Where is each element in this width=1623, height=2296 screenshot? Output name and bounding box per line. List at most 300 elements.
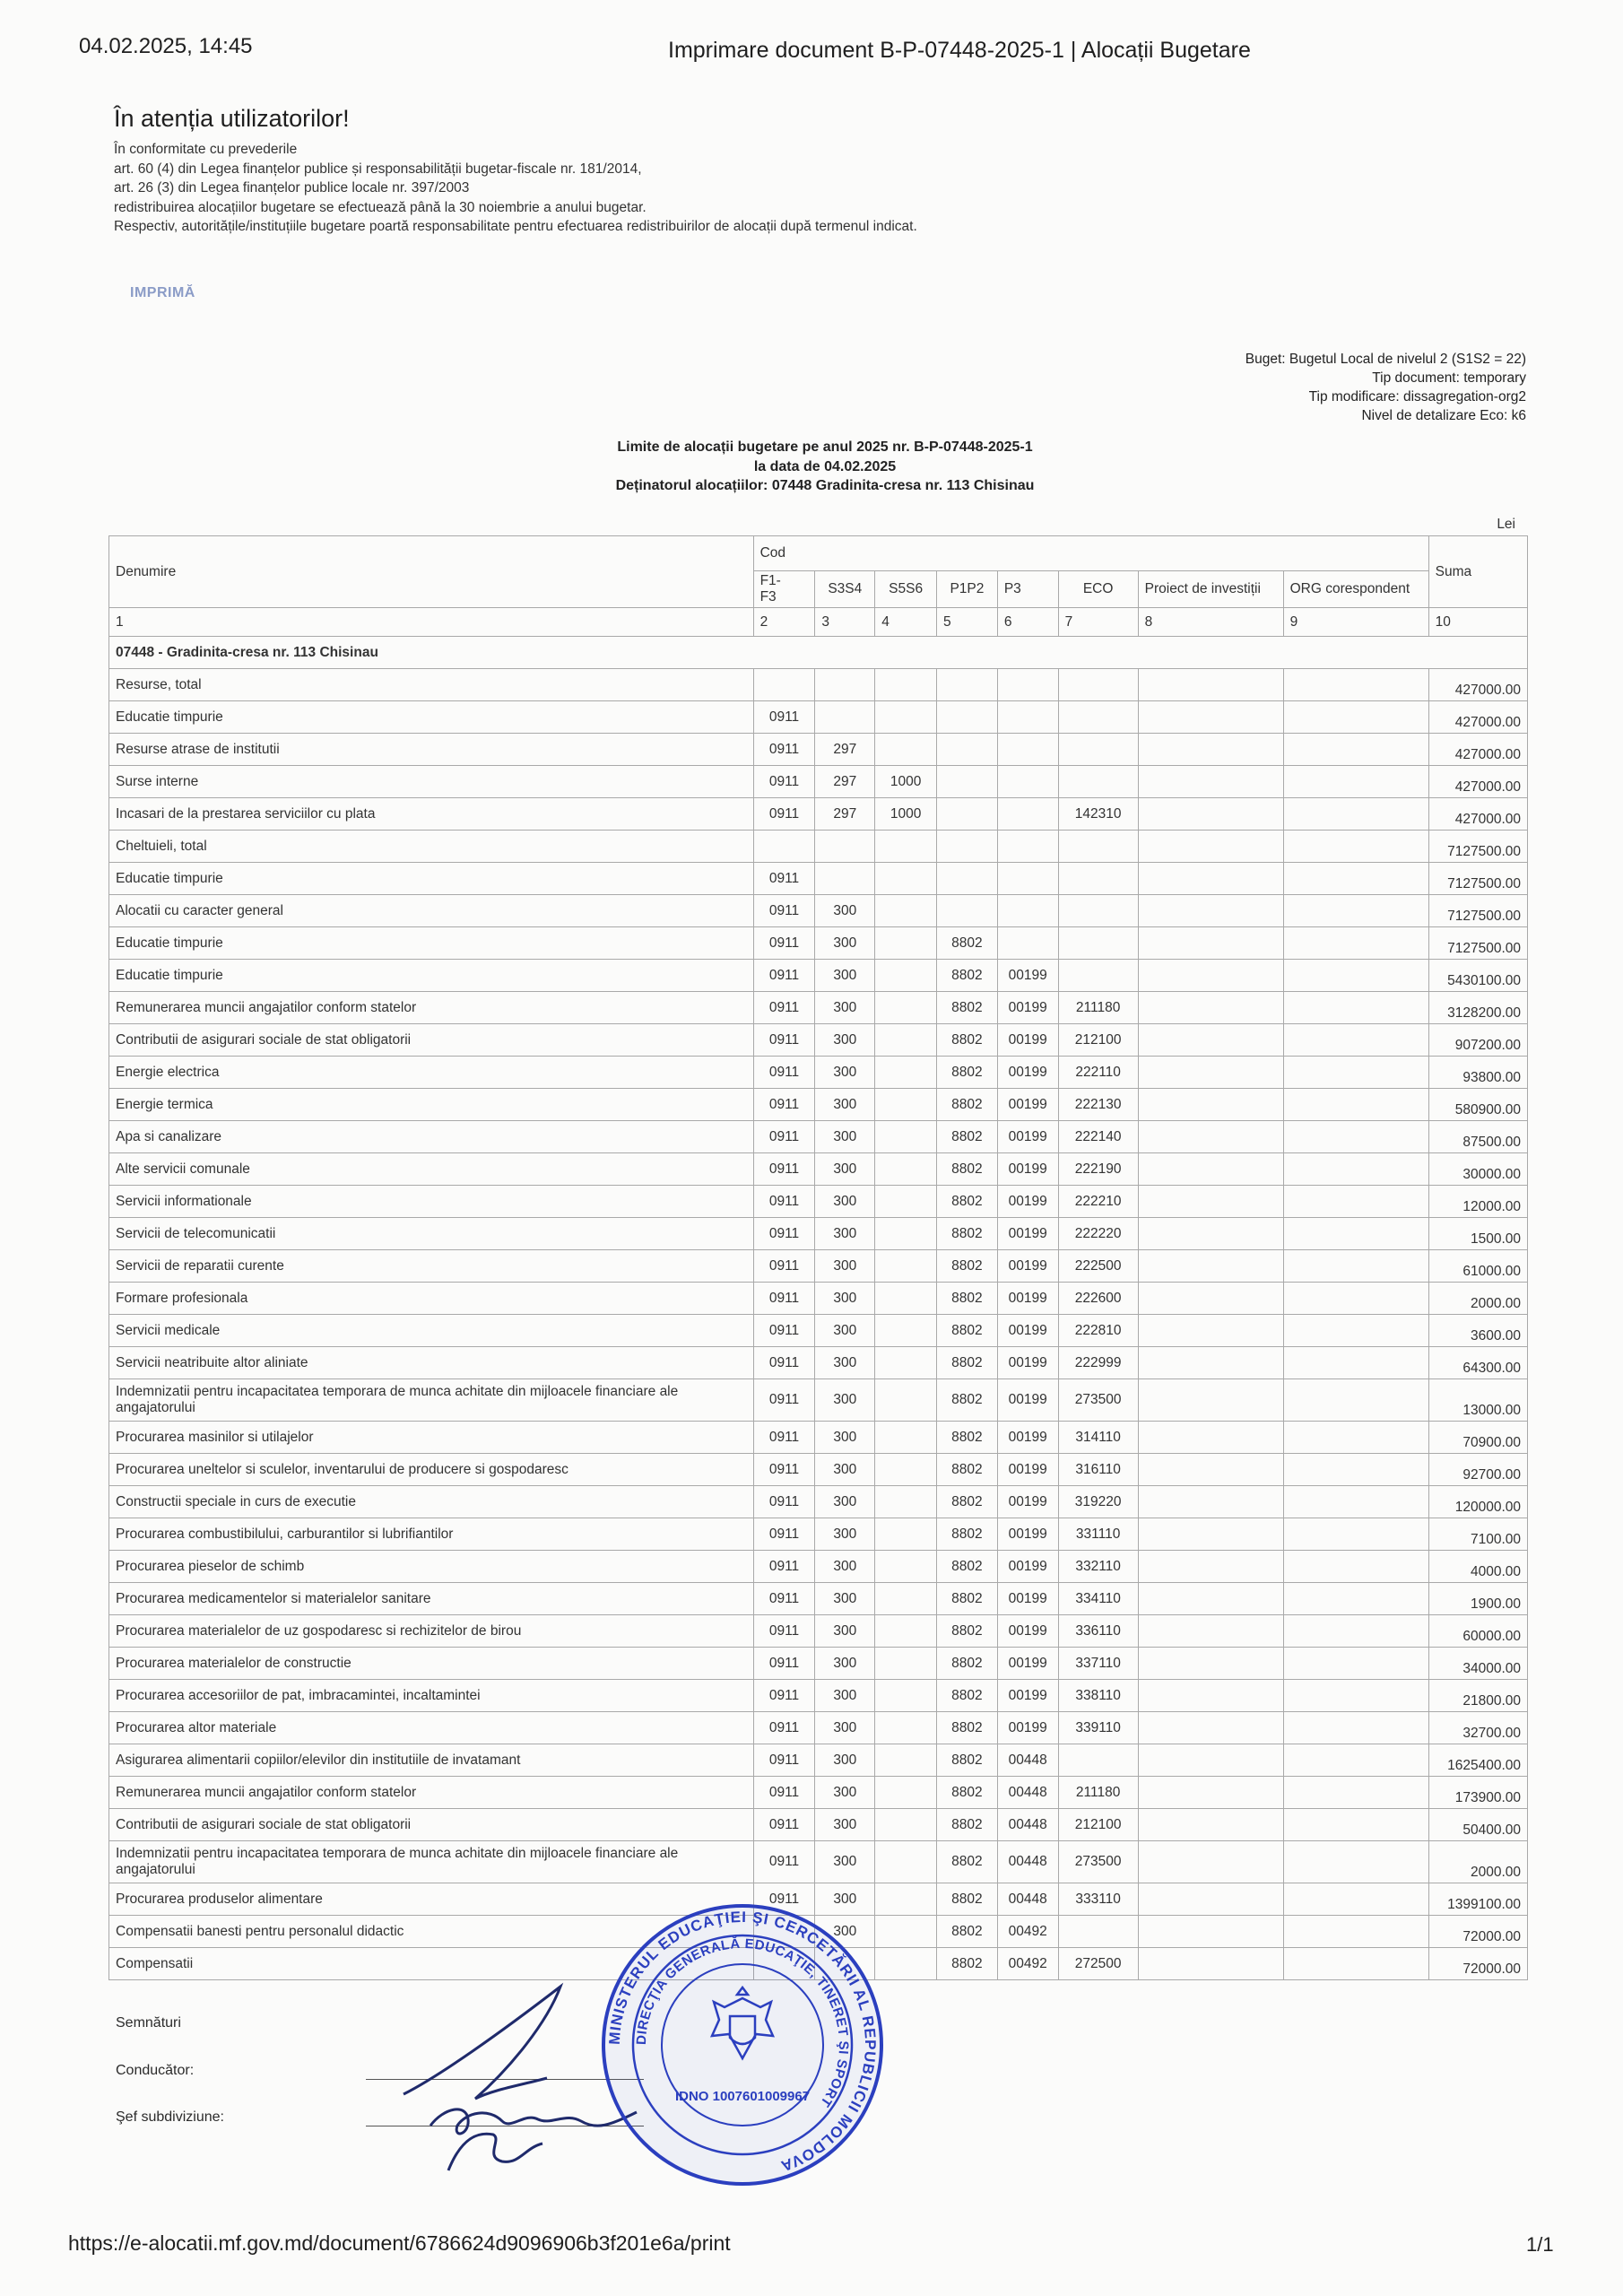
row-name: Servicii neatribuite altor aliniate bbox=[109, 1347, 754, 1379]
row-f1f3: 0911 bbox=[753, 1218, 815, 1250]
row-proiect bbox=[1138, 1283, 1283, 1315]
row-proiect bbox=[1138, 1916, 1283, 1948]
row-org bbox=[1283, 1218, 1428, 1250]
notice-line: Respectiv, autoritățile/instituțiile bugetare poartă responsabilitate pentru efectuarea redistribuirilor de alocații după termenul indicat. bbox=[114, 219, 917, 234]
row-p3 bbox=[997, 701, 1058, 734]
row-proiect bbox=[1138, 669, 1283, 701]
row-p1p2: 8802 bbox=[937, 1680, 998, 1712]
row-proiect bbox=[1138, 1551, 1283, 1583]
meta-nivel: Nivel de detalizare Eco: k6 bbox=[1361, 408, 1526, 423]
row-eco: 336110 bbox=[1058, 1615, 1138, 1648]
row-p3: 00448 bbox=[997, 1809, 1058, 1841]
row-org bbox=[1283, 1883, 1428, 1916]
row-org bbox=[1283, 1057, 1428, 1089]
row-eco bbox=[1058, 1744, 1138, 1777]
row-eco: 142310 bbox=[1058, 798, 1138, 831]
row-org bbox=[1283, 1809, 1428, 1841]
row-p1p2: 8802 bbox=[937, 992, 998, 1024]
row-eco: 222600 bbox=[1058, 1283, 1138, 1315]
header-denumire: Denumire bbox=[109, 536, 754, 608]
row-name: Procurarea produselor alimentare bbox=[109, 1883, 754, 1916]
table-row bbox=[109, 1583, 1528, 1615]
col-number: 2 bbox=[753, 608, 815, 637]
row-f1f3: 0911 bbox=[753, 863, 815, 895]
budget-meta bbox=[1245, 350, 1526, 425]
col-number: 9 bbox=[1283, 608, 1428, 637]
row-p3 bbox=[997, 831, 1058, 863]
row-eco: 222210 bbox=[1058, 1186, 1138, 1218]
row-s3s4: 300 bbox=[815, 1057, 875, 1089]
row-suma: 60000.00 bbox=[1428, 1615, 1527, 1648]
row-proiect bbox=[1138, 1315, 1283, 1347]
row-f1f3: 0911 bbox=[753, 1809, 815, 1841]
row-p1p2: 8802 bbox=[937, 1648, 998, 1680]
row-suma: 3128200.00 bbox=[1428, 992, 1527, 1024]
row-s5s6 bbox=[875, 1518, 937, 1551]
print-button[interactable]: IMPRIMĂ bbox=[130, 285, 195, 300]
row-eco bbox=[1058, 960, 1138, 992]
row-f1f3: 0911 bbox=[753, 734, 815, 766]
row-s5s6 bbox=[875, 1809, 937, 1841]
notice-title: În atenția utilizatorilor! bbox=[114, 105, 350, 132]
table-row bbox=[109, 992, 1528, 1024]
row-s5s6: 1000 bbox=[875, 798, 937, 831]
row-s3s4: 300 bbox=[815, 1841, 875, 1883]
row-f1f3: 0911 bbox=[753, 1089, 815, 1121]
table-row bbox=[109, 1347, 1528, 1379]
row-org bbox=[1283, 1121, 1428, 1153]
row-p1p2: 8802 bbox=[937, 1518, 998, 1551]
row-p3: 00492 bbox=[997, 1948, 1058, 1980]
row-p3: 00199 bbox=[997, 1121, 1058, 1153]
row-proiect bbox=[1138, 766, 1283, 798]
row-f1f3: 0911 bbox=[753, 1347, 815, 1379]
row-p3: 00199 bbox=[997, 1379, 1058, 1422]
row-f1f3: 0911 bbox=[753, 798, 815, 831]
col-number: 3 bbox=[815, 608, 875, 637]
row-s3s4: 300 bbox=[815, 1422, 875, 1454]
row-name: Educatie timpurie bbox=[109, 927, 754, 960]
row-p1p2: 8802 bbox=[937, 1583, 998, 1615]
row-p3: 00199 bbox=[997, 1347, 1058, 1379]
row-s5s6 bbox=[875, 1615, 937, 1648]
row-eco: 212100 bbox=[1058, 1024, 1138, 1057]
table-row bbox=[109, 1250, 1528, 1283]
row-s3s4: 300 bbox=[815, 1250, 875, 1283]
row-eco: 272500 bbox=[1058, 1948, 1138, 1980]
row-eco bbox=[1058, 734, 1138, 766]
allocations-table bbox=[108, 535, 1528, 1980]
row-suma: 580900.00 bbox=[1428, 1089, 1527, 1121]
header-p1p2: P1P2 bbox=[937, 571, 998, 608]
footer-url: https://e-alocatii.mf.gov.md/document/6786624d9096906b3f201e6a/print bbox=[68, 2231, 731, 2255]
row-name: Remunerarea muncii angajatilor conform statelor bbox=[109, 1777, 754, 1809]
row-s5s6 bbox=[875, 831, 937, 863]
row-p1p2: 8802 bbox=[937, 1218, 998, 1250]
header-p3: P3 bbox=[997, 571, 1058, 608]
row-proiect bbox=[1138, 992, 1283, 1024]
row-p1p2: 8802 bbox=[937, 1615, 998, 1648]
row-proiect bbox=[1138, 1379, 1283, 1422]
table-row bbox=[109, 1089, 1528, 1121]
row-f1f3: 0911 bbox=[753, 1680, 815, 1712]
table-row bbox=[109, 1057, 1528, 1089]
table-row bbox=[109, 895, 1528, 927]
row-s3s4: 300 bbox=[815, 1551, 875, 1583]
table-row bbox=[109, 1841, 1528, 1883]
allocations-body bbox=[109, 669, 1528, 1980]
row-p1p2 bbox=[937, 895, 998, 927]
signatures-label: Semnături bbox=[116, 2015, 181, 2031]
row-org bbox=[1283, 1648, 1428, 1680]
row-s5s6 bbox=[875, 1551, 937, 1583]
row-name: Formare profesionala bbox=[109, 1283, 754, 1315]
row-s5s6 bbox=[875, 927, 937, 960]
row-org bbox=[1283, 1089, 1428, 1121]
row-p3: 00199 bbox=[997, 1615, 1058, 1648]
header-cod: Cod bbox=[753, 536, 1428, 571]
table-row bbox=[109, 1218, 1528, 1250]
row-proiect bbox=[1138, 1186, 1283, 1218]
row-s3s4: 300 bbox=[815, 1777, 875, 1809]
row-f1f3 bbox=[753, 831, 815, 863]
row-eco: 222190 bbox=[1058, 1153, 1138, 1186]
row-suma: 92700.00 bbox=[1428, 1454, 1527, 1486]
row-p3: 00199 bbox=[997, 1454, 1058, 1486]
row-f1f3 bbox=[753, 669, 815, 701]
row-suma: 32700.00 bbox=[1428, 1712, 1527, 1744]
row-name: Procurarea combustibilului, carburantilor si lubrifiantilor bbox=[109, 1518, 754, 1551]
row-s5s6 bbox=[875, 1648, 937, 1680]
row-name: Resurse atrase de institutii bbox=[109, 734, 754, 766]
row-p3: 00199 bbox=[997, 1250, 1058, 1283]
row-suma: 21800.00 bbox=[1428, 1680, 1527, 1712]
row-suma: 12000.00 bbox=[1428, 1186, 1527, 1218]
header-org: ORG corespondent bbox=[1283, 571, 1428, 608]
row-eco: 222110 bbox=[1058, 1057, 1138, 1089]
row-eco bbox=[1058, 766, 1138, 798]
row-p1p2: 8802 bbox=[937, 1454, 998, 1486]
row-org bbox=[1283, 1744, 1428, 1777]
row-f1f3: 0911 bbox=[753, 1379, 815, 1422]
page-number: 1/1 bbox=[1526, 2233, 1554, 2256]
row-p3: 00199 bbox=[997, 1680, 1058, 1712]
row-org bbox=[1283, 863, 1428, 895]
header-eco: ECO bbox=[1058, 571, 1138, 608]
row-eco: 331110 bbox=[1058, 1518, 1138, 1551]
row-eco: 211180 bbox=[1058, 992, 1138, 1024]
row-name: Remunerarea muncii angajatilor conform statelor bbox=[109, 992, 754, 1024]
header-s5s6: S5S6 bbox=[875, 571, 937, 608]
table-row bbox=[109, 701, 1528, 734]
row-s5s6 bbox=[875, 1250, 937, 1283]
row-proiect bbox=[1138, 1583, 1283, 1615]
row-s3s4: 300 bbox=[815, 1315, 875, 1347]
row-proiect bbox=[1138, 960, 1283, 992]
meta-tip-modificare: Tip modificare: dissagregation-org2 bbox=[1308, 389, 1526, 404]
header-suma: Suma bbox=[1428, 536, 1527, 608]
row-p3: 00199 bbox=[997, 1089, 1058, 1121]
row-suma: 427000.00 bbox=[1428, 669, 1527, 701]
sef-subdiviziune-label: Şef subdiviziune: bbox=[116, 2109, 224, 2125]
row-p3: 00199 bbox=[997, 1712, 1058, 1744]
row-s3s4: 300 bbox=[815, 1809, 875, 1841]
row-f1f3: 0911 bbox=[753, 992, 815, 1024]
row-p1p2: 8802 bbox=[937, 1916, 998, 1948]
row-s3s4: 300 bbox=[815, 1024, 875, 1057]
row-org bbox=[1283, 831, 1428, 863]
row-p3: 00199 bbox=[997, 1283, 1058, 1315]
row-f1f3: 0911 bbox=[753, 701, 815, 734]
row-org bbox=[1283, 1024, 1428, 1057]
row-s5s6 bbox=[875, 701, 937, 734]
row-s5s6 bbox=[875, 734, 937, 766]
row-s3s4: 300 bbox=[815, 1186, 875, 1218]
row-name: Indemnizatii pentru incapacitatea temporara de munca achitate din mijloacele financiare ale angajatorului bbox=[109, 1379, 754, 1422]
row-suma: 4000.00 bbox=[1428, 1551, 1527, 1583]
row-s5s6 bbox=[875, 1680, 937, 1712]
row-p3: 00199 bbox=[997, 992, 1058, 1024]
row-suma: 93800.00 bbox=[1428, 1057, 1527, 1089]
col-number: 1 bbox=[109, 608, 754, 637]
table-row bbox=[109, 798, 1528, 831]
row-f1f3: 0911 bbox=[753, 1153, 815, 1186]
row-p1p2 bbox=[937, 669, 998, 701]
row-p1p2: 8802 bbox=[937, 1315, 998, 1347]
row-p3: 00199 bbox=[997, 1153, 1058, 1186]
row-f1f3: 0911 bbox=[753, 1841, 815, 1883]
row-suma: 1500.00 bbox=[1428, 1218, 1527, 1250]
currency-unit: Lei bbox=[1497, 517, 1515, 532]
row-s3s4 bbox=[815, 863, 875, 895]
row-s3s4: 300 bbox=[815, 1347, 875, 1379]
row-p3: 00199 bbox=[997, 1024, 1058, 1057]
row-p3 bbox=[997, 734, 1058, 766]
row-proiect bbox=[1138, 1948, 1283, 1980]
table-row bbox=[109, 1121, 1528, 1153]
row-f1f3: 0911 bbox=[753, 1422, 815, 1454]
row-s5s6 bbox=[875, 669, 937, 701]
row-name: Procurarea materialelor de constructie bbox=[109, 1648, 754, 1680]
row-eco bbox=[1058, 701, 1138, 734]
row-p3 bbox=[997, 669, 1058, 701]
row-eco: 222130 bbox=[1058, 1089, 1138, 1121]
row-p3: 00199 bbox=[997, 1648, 1058, 1680]
row-proiect bbox=[1138, 927, 1283, 960]
row-suma: 50400.00 bbox=[1428, 1809, 1527, 1841]
table-row bbox=[109, 1486, 1528, 1518]
row-eco: 314110 bbox=[1058, 1422, 1138, 1454]
row-eco: 333110 bbox=[1058, 1883, 1138, 1916]
table-row bbox=[109, 1518, 1528, 1551]
row-s5s6 bbox=[875, 1777, 937, 1809]
row-org bbox=[1283, 734, 1428, 766]
notice-line: art. 26 (3) din Legea finanțelor publice locale nr. 397/2003 bbox=[114, 180, 470, 196]
row-org bbox=[1283, 1347, 1428, 1379]
row-s5s6 bbox=[875, 1379, 937, 1422]
col-number: 7 bbox=[1058, 608, 1138, 637]
stamp-inner-text: DIRECŢIA GENERALĂ EDUCAŢIE, TINERET ŞI SPORT bbox=[633, 1935, 852, 2110]
row-suma: 34000.00 bbox=[1428, 1648, 1527, 1680]
row-p3: 00199 bbox=[997, 1186, 1058, 1218]
row-name: Educatie timpurie bbox=[109, 701, 754, 734]
row-name: Compensatii banesti pentru personalul didactic bbox=[109, 1916, 754, 1948]
print-page-title: Imprimare document B-P-07448-2025-1 | Alocații Bugetare bbox=[668, 38, 1251, 63]
row-f1f3: 0911 bbox=[753, 1186, 815, 1218]
row-suma: 2000.00 bbox=[1428, 1841, 1527, 1883]
row-p1p2: 8802 bbox=[937, 1712, 998, 1744]
heading-line: Limite de alocații bugetare pe anul 2025 nr. B-P-07448-2025-1 bbox=[617, 439, 1033, 455]
row-s5s6 bbox=[875, 1486, 937, 1518]
row-p1p2: 8802 bbox=[937, 1186, 998, 1218]
row-p3 bbox=[997, 895, 1058, 927]
row-s3s4: 300 bbox=[815, 1454, 875, 1486]
row-p1p2: 8802 bbox=[937, 1551, 998, 1583]
row-s3s4: 300 bbox=[815, 1153, 875, 1186]
row-f1f3: 0911 bbox=[753, 1024, 815, 1057]
row-s3s4: 300 bbox=[815, 1089, 875, 1121]
row-org bbox=[1283, 1841, 1428, 1883]
row-f1f3: 0911 bbox=[753, 1283, 815, 1315]
row-f1f3: 0911 bbox=[753, 1315, 815, 1347]
row-p3: 00492 bbox=[997, 1916, 1058, 1948]
table-row bbox=[109, 1680, 1528, 1712]
row-org bbox=[1283, 960, 1428, 992]
row-eco bbox=[1058, 831, 1138, 863]
row-suma: 427000.00 bbox=[1428, 766, 1527, 798]
table-row bbox=[109, 669, 1528, 701]
row-p1p2: 8802 bbox=[937, 1121, 998, 1153]
row-p3: 00448 bbox=[997, 1744, 1058, 1777]
row-s3s4: 300 bbox=[815, 1615, 875, 1648]
row-suma: 72000.00 bbox=[1428, 1916, 1527, 1948]
table-row bbox=[109, 1422, 1528, 1454]
row-eco: 316110 bbox=[1058, 1454, 1138, 1486]
row-org bbox=[1283, 992, 1428, 1024]
header-proiect: Proiect de investiții bbox=[1138, 571, 1283, 608]
row-proiect bbox=[1138, 1121, 1283, 1153]
row-s3s4: 300 bbox=[815, 1583, 875, 1615]
row-p3 bbox=[997, 766, 1058, 798]
row-org bbox=[1283, 1518, 1428, 1551]
row-name: Servicii informationale bbox=[109, 1186, 754, 1218]
row-name: Constructii speciale in curs de executie bbox=[109, 1486, 754, 1518]
row-s3s4 bbox=[815, 701, 875, 734]
row-proiect bbox=[1138, 1680, 1283, 1712]
row-p1p2: 8802 bbox=[937, 1777, 998, 1809]
row-f1f3: 0911 bbox=[753, 895, 815, 927]
row-org bbox=[1283, 1283, 1428, 1315]
row-name: Procurarea accesoriilor de pat, imbracamintei, incaltamintei bbox=[109, 1680, 754, 1712]
table-row bbox=[109, 1712, 1528, 1744]
row-org bbox=[1283, 669, 1428, 701]
row-proiect bbox=[1138, 1454, 1283, 1486]
notice-line: art. 60 (4) din Legea finanțelor publice și responsabilității bugetar-fiscale nr. 181/2014, bbox=[114, 161, 642, 177]
row-eco: 319220 bbox=[1058, 1486, 1138, 1518]
row-s5s6 bbox=[875, 1057, 937, 1089]
table-row bbox=[109, 1777, 1528, 1809]
row-proiect bbox=[1138, 1883, 1283, 1916]
row-p3: 00199 bbox=[997, 1486, 1058, 1518]
row-p3: 00199 bbox=[997, 1551, 1058, 1583]
table-row bbox=[109, 1551, 1528, 1583]
col-number: 10 bbox=[1428, 608, 1527, 637]
row-eco bbox=[1058, 895, 1138, 927]
col-number: 4 bbox=[875, 608, 937, 637]
row-eco: 222500 bbox=[1058, 1250, 1138, 1283]
row-p1p2 bbox=[937, 766, 998, 798]
table-row bbox=[109, 1153, 1528, 1186]
table-row bbox=[109, 734, 1528, 766]
row-proiect bbox=[1138, 1777, 1283, 1809]
row-proiect bbox=[1138, 1744, 1283, 1777]
row-name: Procurarea altor materiale bbox=[109, 1712, 754, 1744]
row-s3s4: 300 bbox=[815, 1648, 875, 1680]
row-name: Surse interne bbox=[109, 766, 754, 798]
row-eco: 222140 bbox=[1058, 1121, 1138, 1153]
row-suma: 61000.00 bbox=[1428, 1250, 1527, 1283]
row-org bbox=[1283, 895, 1428, 927]
row-p1p2 bbox=[937, 863, 998, 895]
row-org bbox=[1283, 1315, 1428, 1347]
row-p3 bbox=[997, 798, 1058, 831]
row-s3s4 bbox=[815, 831, 875, 863]
row-eco: 222999 bbox=[1058, 1347, 1138, 1379]
organization-row: 07448 - Gradinita-cresa nr. 113 Chisinau bbox=[109, 637, 1528, 669]
row-suma: 1399100.00 bbox=[1428, 1883, 1527, 1916]
row-suma: 1900.00 bbox=[1428, 1583, 1527, 1615]
row-s5s6 bbox=[875, 1186, 937, 1218]
row-p3: 00199 bbox=[997, 1422, 1058, 1454]
row-eco bbox=[1058, 669, 1138, 701]
row-p1p2: 8802 bbox=[937, 960, 998, 992]
meta-tip-document: Tip document: temporary bbox=[1372, 370, 1526, 386]
row-suma: 7127500.00 bbox=[1428, 863, 1527, 895]
row-s3s4: 300 bbox=[815, 1121, 875, 1153]
row-s5s6 bbox=[875, 1315, 937, 1347]
row-s5s6 bbox=[875, 992, 937, 1024]
row-name: Resurse, total bbox=[109, 669, 754, 701]
notice-line: În conformitate cu prevederile bbox=[114, 142, 298, 157]
heading-line: Deținatorul alocațiilor: 07448 Gradinita-cresa nr. 113 Chisinau bbox=[615, 478, 1035, 493]
row-suma: 64300.00 bbox=[1428, 1347, 1527, 1379]
table-row bbox=[109, 1454, 1528, 1486]
row-p1p2: 8802 bbox=[937, 1948, 998, 1980]
row-s5s6 bbox=[875, 1153, 937, 1186]
table-row bbox=[109, 1615, 1528, 1648]
row-name: Indemnizatii pentru incapacitatea temporara de munca achitate din mijloacele financiare ale angajatorului bbox=[109, 1841, 754, 1883]
row-suma: 2000.00 bbox=[1428, 1283, 1527, 1315]
row-s5s6 bbox=[875, 1841, 937, 1883]
row-suma: 120000.00 bbox=[1428, 1486, 1527, 1518]
row-s5s6 bbox=[875, 1712, 937, 1744]
row-name: Apa si canalizare bbox=[109, 1121, 754, 1153]
row-p3: 00199 bbox=[997, 1057, 1058, 1089]
row-s3s4: 300 bbox=[815, 960, 875, 992]
row-suma: 3600.00 bbox=[1428, 1315, 1527, 1347]
row-name: Servicii medicale bbox=[109, 1315, 754, 1347]
table-row bbox=[109, 1809, 1528, 1841]
table-row bbox=[109, 1283, 1528, 1315]
row-proiect bbox=[1138, 1089, 1283, 1121]
row-eco: 332110 bbox=[1058, 1551, 1138, 1583]
row-proiect bbox=[1138, 734, 1283, 766]
row-p1p2 bbox=[937, 734, 998, 766]
row-s3s4: 300 bbox=[815, 1486, 875, 1518]
row-name: Contributii de asigurari sociale de stat obligatorii bbox=[109, 1809, 754, 1841]
row-name: Incasari de la prestarea serviciilor cu plata bbox=[109, 798, 754, 831]
row-org bbox=[1283, 798, 1428, 831]
